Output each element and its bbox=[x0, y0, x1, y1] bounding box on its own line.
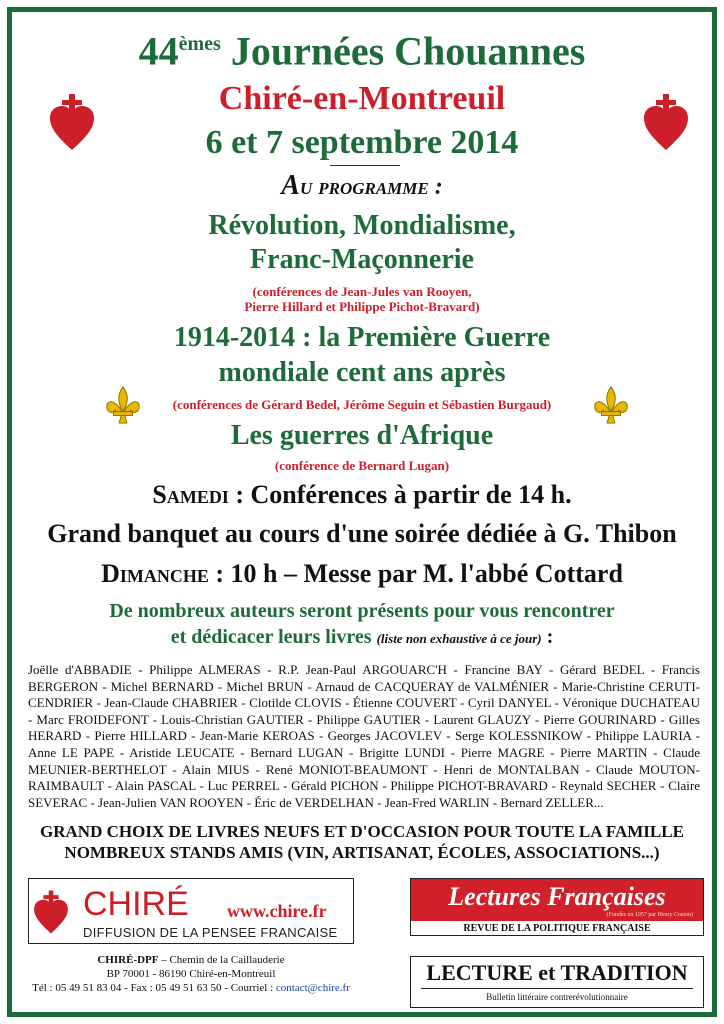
chire-logo-box bbox=[28, 878, 354, 944]
topic2-line2: mondiale cent ans après bbox=[218, 357, 506, 388]
topic1-speakers-line1: (conférences de Jean-Jules van Rooyen, bbox=[252, 284, 472, 299]
event-location: Chiré-en-Montreuil bbox=[218, 80, 506, 117]
lecture-tradition-title: LECTURE et TRADITION bbox=[426, 960, 688, 985]
sunday-line bbox=[12, 559, 712, 589]
topic1-speakers-line2: Pierre Hillard et Philippe Pichot-Bravard) bbox=[244, 299, 480, 314]
address-block bbox=[28, 953, 354, 995]
topic3-line1: Les guerres d'Afrique bbox=[230, 420, 494, 451]
saturday-text: : Conférences à partir de 14 h. bbox=[228, 480, 572, 509]
lecture-tradition-subtitle: Bulletin littéraire contrerévolutionnaire bbox=[486, 992, 628, 1002]
program-heading-initial: A bbox=[281, 170, 300, 201]
divider bbox=[330, 165, 400, 166]
edition-suffix: èmes bbox=[178, 33, 221, 55]
topic2-speakers: (conférences de Gérard Bedel, Jérôme Seguin et Sébastien Burgaud) bbox=[172, 397, 552, 412]
lecture-tradition-box bbox=[410, 956, 704, 1008]
topic1-line1: Révolution, Mondialisme, bbox=[208, 210, 516, 241]
sacred-heart-logo-icon bbox=[33, 889, 69, 935]
lecture-tradition-rule bbox=[421, 988, 693, 989]
lectures-francaises-subtitle: REVUE DE LA POLITIQUE FRANÇAISE bbox=[463, 923, 651, 934]
contact-email-link[interactable]: contact@chire.fr bbox=[275, 982, 350, 994]
topic1-line2: Franc-Maçonnerie bbox=[250, 244, 474, 275]
authors-list: Joëlle d'ABBADIE - Philippe ALMERAS - R.P. Jean-Paul ARGOUARC'H - Francine BAY - Gérard BEDEL - Francis BERGERON - Michel BERNARD - Michel BRUN - Arnaud de CACQUERAY de VALMÉNIER - Marie-Christine CERUTI-CENDRIER - Jean-Claude CHABRIER - Clotilde CLOVIS - Étienne COUVERT - Cyril DANYEL - Véronique DUCHATEAU - Marc FROIDEFONT - Louis-Christian GAUTIER - Philippe GAUTIER - Laurent GLAUZY - Pierre GOURINARD - Gilles HERARD - Pierre HILLARD - Jean-Marie KEROAS - Georges JACOVLEV - Serge KOLESSNIKOW - Philippe LAURIA - Anne LE PAPE - Aristide LEUCATE - Bernard LUGAN - Brigitte LUNDI - Pierre MAGRE - Pierre MARTIN - Claude MEUNIER-BERTHELOT - Alain MIUS - René MONIOT-BEAUMONT - Henri de MONTALBAN - Claude MOUTON-RAIMBAULT - Alain PASCAL - Luc PERREL - Gérald PICHON - Philippe PICHOT-BRAVARD - Reynald SECHER - Claire SEVERAC - Jean-Julien VAN ROOYEN - Éric de VERDELHAN - Jean-Fred WARLIN - Bernard ZELLER... bbox=[28, 662, 700, 810]
chire-logo-tagline: DIFFUSION DE LA PENSEE FRANCAISE bbox=[83, 925, 338, 940]
program-heading-text: u programme : bbox=[299, 174, 443, 200]
footer-banner-line2: NOMBREUX STANDS AMIS (VIN, ARTISANAT, ÉCOLES, ASSOCIATIONS...) bbox=[64, 843, 660, 862]
chire-website-link[interactable]: www.chire.fr bbox=[227, 901, 327, 921]
lectures-francaises-title: Lectures Françaises bbox=[448, 882, 666, 911]
address-line1 bbox=[28, 953, 354, 967]
program-heading bbox=[12, 172, 712, 201]
authors-intro-text: et dédicacer leurs livres bbox=[170, 626, 377, 648]
authors-intro-colon: : bbox=[541, 626, 554, 648]
saturday-line bbox=[12, 480, 712, 510]
address-street: – Chemin de la Caillauderie bbox=[158, 954, 285, 966]
sunday-label: Dimanche bbox=[101, 559, 209, 588]
banquet-line: Grand banquet au cours d'une soirée dédiée à G. Thibon bbox=[47, 519, 677, 548]
saturday-label: Samedi bbox=[152, 480, 229, 509]
lectures-francaises-box bbox=[410, 878, 704, 936]
sunday-text: : 10 h – Messe par M. l'abbé Cottard bbox=[208, 559, 623, 588]
topic3-speakers: (conférence de Bernard Lugan) bbox=[274, 458, 450, 473]
address-contact-text: Tél : 05 49 51 83 04 - Fax : 05 49 51 63 50 - Courriel : bbox=[32, 982, 276, 994]
edition-number: 44 bbox=[138, 28, 179, 74]
poster bbox=[7, 7, 717, 1017]
address-contact bbox=[28, 981, 354, 995]
event-title bbox=[12, 22, 712, 73]
lectures-francaises-founded: (Fondée en 1957 par Henry Coston) bbox=[606, 912, 693, 918]
event-name: Journées Chouannes bbox=[230, 28, 586, 74]
authors-intro-line1: De nombreux auteurs seront présents pour vous rencontrer bbox=[109, 600, 615, 622]
chire-logo-name: CHIRÉ bbox=[83, 885, 189, 923]
address-org: CHIRÉ-DPF bbox=[97, 954, 159, 966]
authors-intro-line2 bbox=[12, 625, 712, 651]
authors-intro-note: (liste non exhaustive à ce jour) bbox=[376, 631, 542, 646]
event-dates: 6 et 7 septembre 2014 bbox=[205, 124, 519, 161]
footer-banner-line1: GRAND CHOIX DE LIVRES NEUFS ET D'OCCASION POUR TOUTE LA FAMILLE bbox=[40, 822, 684, 841]
address-line2: BP 70001 - 86190 Chiré-en-Montreuil bbox=[106, 968, 276, 980]
topic2-line1: 1914-2014 : la Première Guerre bbox=[173, 322, 551, 353]
